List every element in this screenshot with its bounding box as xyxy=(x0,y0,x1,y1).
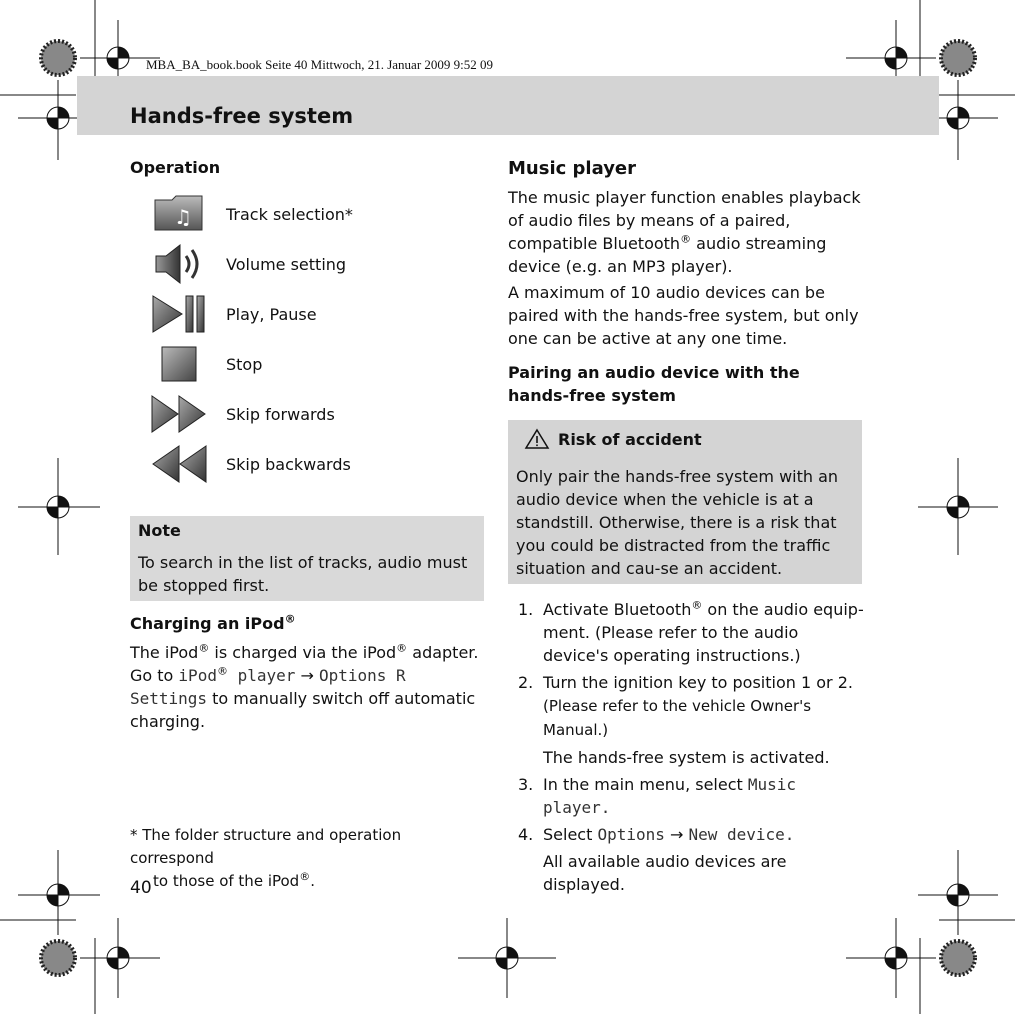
charging-paragraph: The iPod® is charged via the iPod® adapter. Go to iPod® player → Options R Settings to manually switch off automatic charging. xyxy=(130,641,479,731)
list-item: 2. Turn the ignition key to position 1 or 2. (Please refer to the vehicle Owner's Manual.) xyxy=(518,673,853,739)
control-row-volume xyxy=(148,241,484,287)
note-title: Note xyxy=(138,521,181,540)
footnote: * The folder structure and operation correspond to those of the iPod®. xyxy=(130,826,402,890)
play-pause-icon xyxy=(148,291,210,337)
music-player-heading: Music player xyxy=(508,158,637,179)
warning-box xyxy=(508,420,862,584)
skip-forward-icon xyxy=(148,391,210,437)
page-title: Hands-free system xyxy=(130,104,354,128)
charging-heading: Charging an iPod® xyxy=(130,612,296,633)
page-number: 40 xyxy=(130,878,152,898)
control-label: Track selection* xyxy=(226,204,353,224)
speaker-volume-icon xyxy=(148,241,210,287)
pairing-steps xyxy=(518,598,868,900)
list-item: 4. Select Options → New device. xyxy=(518,825,795,844)
warning-triangle-icon xyxy=(524,428,550,450)
control-row-stop xyxy=(148,341,484,387)
skip-backward-icon xyxy=(148,441,210,487)
step-result: The hands-free system is activated. xyxy=(543,748,830,767)
control-row-skip-forward xyxy=(148,391,484,437)
warning-text: Only pair the hands-free system with an audio device when the vehicle is at a standstill. Otherwise, there is a risk that you could be distracted from the traffic situation and cau-se an accident. xyxy=(516,467,839,578)
control-label: Play, Pause xyxy=(226,304,317,324)
control-label: Skip forwards xyxy=(226,404,335,424)
step-result: All available audio devices are displayed. xyxy=(543,852,787,894)
note-box xyxy=(130,516,484,601)
list-item: 1. Activate Bluetooth® on the audio equip-ment. (Please refer to the audio device's operating instructions.) xyxy=(518,598,864,665)
warning-title: Risk of accident xyxy=(524,428,702,450)
folder-music-icon xyxy=(148,191,210,237)
note-text: To search in the list of tracks, audio must be stopped first. xyxy=(138,553,468,595)
control-label: Volume setting xyxy=(226,254,347,274)
list-item: 3. In the main menu, select Music player. xyxy=(518,775,797,817)
control-row-track-selection xyxy=(148,191,484,237)
control-row-play-pause xyxy=(148,291,484,337)
control-row-skip-backward xyxy=(148,441,484,487)
control-label: Stop xyxy=(226,354,263,374)
stop-icon xyxy=(148,341,210,387)
music-player-intro: The music player function enables playback of audio files by means of a paired, compatible Bluetooth® audio streaming device (e.g. an MP3 player). xyxy=(508,188,861,276)
music-player-limit: A maximum of 10 audio devices can be paired with the hands-free system, but only one can be active at any one time. xyxy=(508,283,859,348)
pairing-heading: Pairing an audio device with the hands-free system xyxy=(508,363,800,405)
operation-heading: Operation xyxy=(130,158,221,177)
control-label: Skip backwards xyxy=(226,454,351,474)
print-slug: MBA_BA_book.book Seite 40 Mittwoch, 21. Januar 2009 9:52 09 xyxy=(146,57,494,72)
svg-text:♫: ♫ xyxy=(174,205,192,229)
